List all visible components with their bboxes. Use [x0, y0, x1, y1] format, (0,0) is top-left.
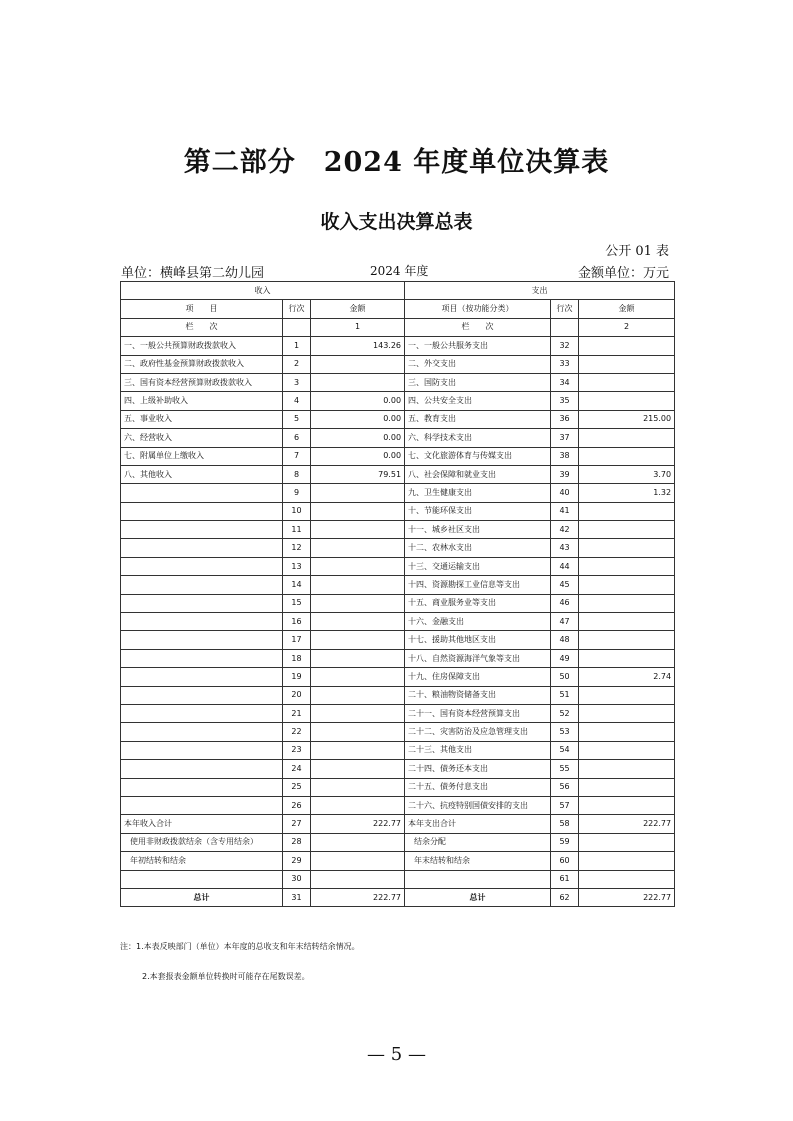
income-item-label: 四、上级补助收入: [121, 392, 283, 410]
income-row-number: 29: [283, 852, 311, 870]
expense-row-number: 40: [551, 484, 579, 502]
income-row-number: 10: [283, 502, 311, 520]
expense-row-number: 45: [551, 576, 579, 594]
col-header-row-no: 行次: [551, 300, 579, 318]
expense-row-number: 60: [551, 852, 579, 870]
income-row-number: 19: [283, 668, 311, 686]
expense-row-number: 48: [551, 631, 579, 649]
expense-row-number: 61: [551, 870, 579, 888]
income-row-number: 14: [283, 576, 311, 594]
table-row: [121, 410, 675, 428]
expense-item-label: 十九、住房保障支出: [405, 668, 551, 686]
table-row: [121, 484, 675, 502]
table-row: [121, 778, 675, 796]
expense-item-label: 十二、农林水支出: [405, 539, 551, 557]
income-amount: [311, 852, 405, 870]
expense-amount: [579, 539, 675, 557]
income-item-label: 总计: [121, 888, 283, 906]
note-2: 2.本套报表金额单位转换时可能存在尾数误差。: [142, 972, 310, 981]
income-amount: [311, 557, 405, 575]
income-amount: [311, 723, 405, 741]
income-amount: [311, 704, 405, 722]
income-amount: [311, 613, 405, 631]
expense-item-label: 二十三、其他支出: [405, 741, 551, 759]
income-amount: 222.77: [311, 815, 405, 833]
income-row-number: 2: [283, 355, 311, 373]
expense-row-number: 44: [551, 557, 579, 575]
lanci-number-2: 2: [579, 318, 675, 336]
expense-amount: [579, 613, 675, 631]
table-row: [121, 594, 675, 612]
lanci-number-1: 1: [311, 318, 405, 336]
expense-row-number: 42: [551, 521, 579, 539]
expense-item-label: 十六、金融支出: [405, 613, 551, 631]
expense-row-number: 43: [551, 539, 579, 557]
income-item-label: [121, 502, 283, 520]
column-header-row: [121, 300, 675, 318]
section-expense-header: 支出: [405, 282, 675, 300]
expense-amount: [579, 778, 675, 796]
income-amount: [311, 760, 405, 778]
income-item-label: [121, 649, 283, 667]
expense-item-label: 结余分配: [405, 833, 551, 851]
income-amount: [311, 833, 405, 851]
table-row: [121, 888, 675, 906]
income-amount: [311, 355, 405, 373]
income-row-number: 11: [283, 521, 311, 539]
expense-row-number: 34: [551, 373, 579, 391]
income-item-label: 本年收入合计: [121, 815, 283, 833]
income-row-number: 27: [283, 815, 311, 833]
expense-item-label: 十七、援助其他地区支出: [405, 631, 551, 649]
table-row: [121, 429, 675, 447]
income-amount: 0.00: [311, 429, 405, 447]
lanci-label: 栏 次: [405, 318, 551, 336]
expense-row-number: 62: [551, 888, 579, 906]
income-item-label: [121, 613, 283, 631]
table-row: [121, 631, 675, 649]
income-amount: [311, 631, 405, 649]
income-row-number: 8: [283, 465, 311, 483]
table-row: [121, 796, 675, 814]
expense-item-label: 二十六、抗疫特别国债安排的支出: [405, 796, 551, 814]
expense-amount: 2.74: [579, 668, 675, 686]
table-row: [121, 704, 675, 722]
table-row: [121, 686, 675, 704]
table-row: [121, 649, 675, 667]
income-item-label: [121, 631, 283, 649]
expense-row-number: 36: [551, 410, 579, 428]
expense-item-label: 十四、资源勘探工业信息等支出: [405, 576, 551, 594]
col-header-item-func: 项目（按功能分类）: [405, 300, 551, 318]
expense-amount: [579, 833, 675, 851]
expense-item-label: 七、文化旅游体育与传媒支出: [405, 447, 551, 465]
expense-row-number: 33: [551, 355, 579, 373]
table-title: 收入支出决算总表: [320, 211, 473, 233]
income-item-label: 年初结转和结余: [121, 852, 283, 870]
table-row: [121, 447, 675, 465]
expense-item-label: 五、教育支出: [405, 410, 551, 428]
income-row-number: 26: [283, 796, 311, 814]
expense-amount: 222.77: [579, 815, 675, 833]
income-row-number: 25: [283, 778, 311, 796]
expense-amount: 222.77: [579, 888, 675, 906]
year-label: 2024 年度: [370, 264, 429, 278]
income-amount: [311, 796, 405, 814]
income-amount: [311, 594, 405, 612]
expense-item-label: 一、一般公共服务支出: [405, 337, 551, 355]
expense-amount: [579, 796, 675, 814]
income-item-label: [121, 594, 283, 612]
expense-item-label: 总计: [405, 888, 551, 906]
expense-item-label: 八、社会保障和就业支出: [405, 465, 551, 483]
income-item-label: [121, 870, 283, 888]
expense-row-number: 55: [551, 760, 579, 778]
col-header-amount: 金额: [579, 300, 675, 318]
expense-amount: [579, 649, 675, 667]
income-amount: [311, 539, 405, 557]
expense-row-number: 56: [551, 778, 579, 796]
table-row: [121, 392, 675, 410]
col-header-item: 项 目: [121, 300, 283, 318]
income-amount: [311, 668, 405, 686]
expense-amount: 215.00: [579, 410, 675, 428]
expense-amount: [579, 704, 675, 722]
table-row: [121, 337, 675, 355]
table-row: [121, 502, 675, 520]
expense-row-number: 52: [551, 704, 579, 722]
income-item-label: [121, 778, 283, 796]
unit-label: 单位：横峰县第二幼儿园: [121, 266, 265, 281]
col-header-row-no: 行次: [283, 300, 311, 318]
table-row: [121, 852, 675, 870]
income-amount: 0.00: [311, 447, 405, 465]
income-row-number: 5: [283, 410, 311, 428]
lanci-label: 栏 次: [121, 318, 283, 336]
expense-item-label: 二十四、债务还本支出: [405, 760, 551, 778]
income-amount: [311, 576, 405, 594]
expense-item-label: 年末结转和结余: [405, 852, 551, 870]
income-row-number: 23: [283, 741, 311, 759]
income-item-label: 二、政府性基金预算财政拨款收入: [121, 355, 283, 373]
expense-amount: [579, 373, 675, 391]
income-row-number: 22: [283, 723, 311, 741]
income-row-number: 21: [283, 704, 311, 722]
income-item-label: 八、其他收入: [121, 465, 283, 483]
expense-amount: [579, 870, 675, 888]
income-amount: 79.51: [311, 465, 405, 483]
table-row: [121, 668, 675, 686]
expense-amount: [579, 355, 675, 373]
expense-item-label: 十八、自然资源海洋气象等支出: [405, 649, 551, 667]
expense-item-label: 二十、粮油物资储备支出: [405, 686, 551, 704]
expense-amount: [579, 447, 675, 465]
income-row-number: 1: [283, 337, 311, 355]
expense-row-number: 41: [551, 502, 579, 520]
table-row: [121, 613, 675, 631]
income-amount: [311, 373, 405, 391]
expense-item-label: 六、科学技术支出: [405, 429, 551, 447]
income-item-label: [121, 686, 283, 704]
expense-item-label: 二十二、灾害防治及应急管理支出: [405, 723, 551, 741]
income-item-label: 三、国有资本经营预算财政拨款收入: [121, 373, 283, 391]
expense-amount: [579, 502, 675, 520]
income-row-number: 28: [283, 833, 311, 851]
expense-row-number: 37: [551, 429, 579, 447]
income-amount: 0.00: [311, 410, 405, 428]
income-item-label: [121, 484, 283, 502]
expense-item-label: 二、外交支出: [405, 355, 551, 373]
income-amount: [311, 502, 405, 520]
income-row-number: 7: [283, 447, 311, 465]
expense-amount: [579, 852, 675, 870]
expense-row-number: 59: [551, 833, 579, 851]
expense-amount: [579, 594, 675, 612]
expense-amount: [579, 521, 675, 539]
expense-row-number: 39: [551, 465, 579, 483]
income-item-label: [121, 557, 283, 575]
table-row: [121, 870, 675, 888]
income-amount: [311, 778, 405, 796]
income-row-number: 16: [283, 613, 311, 631]
expense-item-label: 三、国防支出: [405, 373, 551, 391]
income-item-label: [121, 668, 283, 686]
expense-amount: [579, 576, 675, 594]
income-item-label: 七、附属单位上缴收入: [121, 447, 283, 465]
expense-amount: [579, 741, 675, 759]
income-row-number: 17: [283, 631, 311, 649]
expense-item-label: 四、公共安全支出: [405, 392, 551, 410]
expense-amount: [579, 686, 675, 704]
note-1: 注：1.本表反映部门（单位）本年度的总收支和年末结转结余情况。: [120, 942, 360, 951]
expense-item-label: [405, 870, 551, 888]
income-item-label: [121, 760, 283, 778]
income-amount: 143.26: [311, 337, 405, 355]
income-item-label: 六、经营收入: [121, 429, 283, 447]
expense-item-label: 十、节能环保支出: [405, 502, 551, 520]
table-row: [121, 373, 675, 391]
income-row-number: 4: [283, 392, 311, 410]
table-row: [121, 576, 675, 594]
table-row: [121, 557, 675, 575]
income-row-number: 12: [283, 539, 311, 557]
table-row: [121, 539, 675, 557]
expense-amount: [579, 723, 675, 741]
expense-item-label: 十一、城乡社区支出: [405, 521, 551, 539]
income-amount: 222.77: [311, 888, 405, 906]
table-row: [121, 741, 675, 759]
income-item-label: [121, 723, 283, 741]
income-row-number: 15: [283, 594, 311, 612]
income-item-label: 使用非财政拨款结余（含专用结余）: [121, 833, 283, 851]
income-item-label: 一、一般公共预算财政拨款收入: [121, 337, 283, 355]
expense-row-number: 58: [551, 815, 579, 833]
income-amount: [311, 686, 405, 704]
income-row-number: 13: [283, 557, 311, 575]
expense-row-number: 47: [551, 613, 579, 631]
income-item-label: [121, 704, 283, 722]
income-item-label: 五、事业收入: [121, 410, 283, 428]
table-row: [121, 760, 675, 778]
expense-item-label: 十五、商业服务业等支出: [405, 594, 551, 612]
expense-amount: [579, 557, 675, 575]
income-row-number: 30: [283, 870, 311, 888]
income-row-number: 9: [283, 484, 311, 502]
income-row-number: 18: [283, 649, 311, 667]
income-amount: [311, 741, 405, 759]
col-header-amount: 金额: [311, 300, 405, 318]
income-amount: [311, 484, 405, 502]
expense-item-label: 十三、交通运输支出: [405, 557, 551, 575]
income-expense-table: [120, 281, 675, 907]
income-row-number: 6: [283, 429, 311, 447]
table-row: [121, 723, 675, 741]
table-cell: [551, 318, 579, 336]
income-row-number: 24: [283, 760, 311, 778]
expense-row-number: 57: [551, 796, 579, 814]
table-row: [121, 465, 675, 483]
page-title: 第二部分 2024 年度单位决算表: [183, 147, 610, 178]
income-item-label: [121, 576, 283, 594]
expense-amount: [579, 429, 675, 447]
income-item-label: [121, 539, 283, 557]
expense-item-label: 九、卫生健康支出: [405, 484, 551, 502]
table-cell: [283, 318, 311, 336]
expense-row-number: 49: [551, 649, 579, 667]
expense-amount: [579, 337, 675, 355]
expense-item-label: 二十一、国有资本经营预算支出: [405, 704, 551, 722]
expense-amount: [579, 760, 675, 778]
income-amount: 0.00: [311, 392, 405, 410]
income-item-label: [121, 796, 283, 814]
form-code: 公开 01 表: [605, 244, 669, 259]
expense-item-label: 本年支出合计: [405, 815, 551, 833]
expense-row-number: 54: [551, 741, 579, 759]
expense-amount: [579, 392, 675, 410]
expense-item-label: 二十五、债务付息支出: [405, 778, 551, 796]
expense-amount: 3.70: [579, 465, 675, 483]
expense-row-number: 38: [551, 447, 579, 465]
expense-row-number: 46: [551, 594, 579, 612]
amount-unit-label: 金额单位：万元: [577, 266, 669, 281]
expense-row-number: 35: [551, 392, 579, 410]
section-income-header: 收入: [121, 282, 405, 300]
table-row: [121, 833, 675, 851]
table-row: [121, 355, 675, 373]
income-row-number: 3: [283, 373, 311, 391]
notes: [120, 943, 360, 981]
expense-row-number: 32: [551, 337, 579, 355]
expense-row-number: 50: [551, 668, 579, 686]
income-amount: [311, 521, 405, 539]
income-item-label: [121, 741, 283, 759]
table-row: [121, 815, 675, 833]
page-number: — 5 —: [367, 1044, 426, 1065]
income-row-number: 31: [283, 888, 311, 906]
income-item-label: [121, 521, 283, 539]
income-row-number: 20: [283, 686, 311, 704]
income-amount: [311, 870, 405, 888]
income-amount: [311, 649, 405, 667]
lanci-row: [121, 318, 675, 336]
expense-row-number: 53: [551, 723, 579, 741]
table-row: [121, 521, 675, 539]
expense-row-number: 51: [551, 686, 579, 704]
expense-amount: [579, 631, 675, 649]
expense-amount: 1.32: [579, 484, 675, 502]
section-header-row: [121, 282, 675, 300]
